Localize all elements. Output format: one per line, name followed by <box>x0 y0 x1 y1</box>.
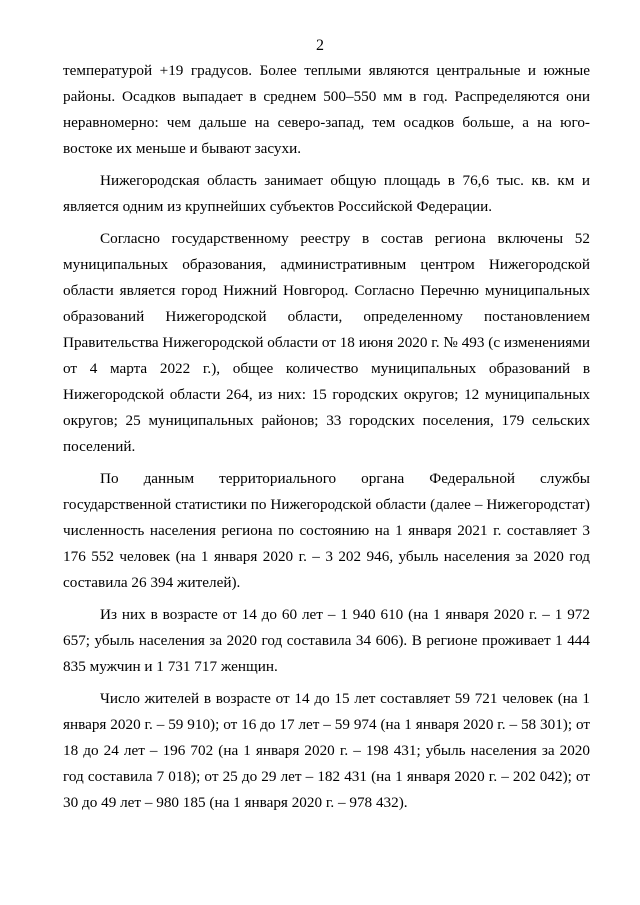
document-body <box>63 58 590 822</box>
paragraph-youth-ages: Число жителей в возрасте от 14 до 15 лет составляет 59 721 человек (на 1 января 2020 г. – 59 910); от 16 до 17 лет – 59 974 (на 1 января 2020 г. – 58 301); от 18 до 24 лет – 196 702 (на 1 января 2020 г. – 198 431; убыль населения за 2020 год составила 7 018); от 25 до 29 лет – 182 431 (на 1 января 2020 г. – 202 042); от 30 до 49 лет – 980 185 (на 1 января 2020 г. – 978 432). <box>63 690 590 811</box>
page-number: 2 <box>316 37 324 54</box>
paragraph-area: Нижегородская область занимает общую площадь в 76,6 тыс. кв. км и является одним из крупнейших субъектов Российской Федерации. <box>63 172 590 215</box>
paragraph-municipalities: Согласно государственному реестру в состав региона включены 52 муниципальных образования, административным центром Нижегородской области является город Нижний Новгород. Согласно Перечню муниципальных образований Нижегородской области, определенному постановлением Правительства Нижегородской области от 18 июня 2020 г. № 493 (с изменениями от 4 марта 2022 г.), общее количество муниципальных образований в Нижегородской области 264, из них: 15 городских округов; 12 муниципальных округов; 25 муниципальных районов; 33 городских поселения, 179 сельских поселений. <box>63 230 590 455</box>
paragraph-working-age: Из них в возрасте от 14 до 60 лет – 1 940 610 (на 1 января 2020 г. – 1 972 657; убыль населения за 2020 год составила 34 606). В регионе проживает 1 444 835 мужчин и 1 731 717 женщин. <box>63 606 590 675</box>
paragraph-climate-continued: температурой +19 градусов. Более теплыми являются центральные и южные районы. Осадков выпадает в среднем 500–550 мм в год. Распределяются они неравномерно: чем дальше на северо-запад, тем осадков больше, а на юго-востоке их меньше и бывают засухи. <box>63 62 590 157</box>
paragraph-population: По данным территориального органа Федеральной службы государственной статистики по Нижегородской области (далее – Нижегородстат) численность населения региона по состоянию на 1 января 2021 г. составляет 3 176 552 человек (на 1 января 2020 г. – 3 202 946, убыль населения за 2020 год составила 26 394 жителей). <box>63 470 590 591</box>
